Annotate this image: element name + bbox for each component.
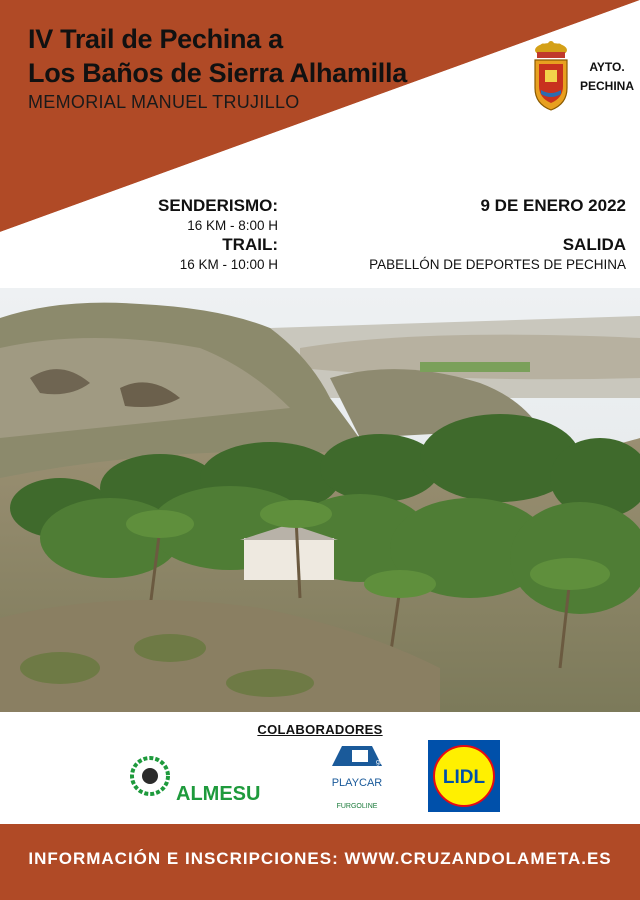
trail-label: TRAIL: xyxy=(222,235,278,254)
event-title-line-2: Los Baños de Sierra Alhamilla xyxy=(28,58,407,88)
salida-value: PABELLÓN DE DEPORTES DE PECHINA xyxy=(369,257,626,272)
ayto-line-1: AYTO. xyxy=(589,60,625,74)
colaboradores-heading: COLABORADORES xyxy=(257,722,383,737)
playcar-group-text: grupo xyxy=(376,759,394,766)
playcar-brand-text: PLAYCAR xyxy=(331,777,383,789)
schedule-date-location xyxy=(369,196,626,274)
senderismo-label: SENDERISMO: xyxy=(158,196,278,215)
event-title-line-1: IV Trail de Pechina a xyxy=(28,24,283,54)
almesu-logo-icon xyxy=(128,748,288,808)
ayuntamiento-label xyxy=(580,58,634,96)
salida-label: SALIDA xyxy=(562,235,626,254)
trail-value: 16 KM - 10:00 H xyxy=(179,257,278,272)
ayto-line-2: PECHINA xyxy=(580,79,635,93)
lidl-logo-icon xyxy=(428,740,500,812)
coat-of-arms-icon xyxy=(529,40,573,112)
playcar-logo-icon xyxy=(322,742,392,816)
almesu-logo-text: ALMESU xyxy=(176,783,261,805)
event-subtitle: MEMORIAL MANUEL TRUJILLO xyxy=(28,92,300,112)
footer-info-text: INFORMACIÓN E INSCRIPCIONES: WWW.CRUZANDOLAMETA.ES xyxy=(28,849,612,868)
footer-bar xyxy=(0,824,640,900)
lidl-logo-text: LIDL xyxy=(442,767,486,788)
playcar-sub-text: FURGOLINE xyxy=(336,803,378,810)
schedule-categories xyxy=(158,196,278,274)
event-title-block xyxy=(28,22,498,113)
date-spacer xyxy=(369,216,626,235)
senderismo-value: 16 KM - 8:00 H xyxy=(187,218,278,233)
event-date: 9 DE ENERO 2022 xyxy=(480,196,626,215)
landscape-photo xyxy=(0,288,640,712)
